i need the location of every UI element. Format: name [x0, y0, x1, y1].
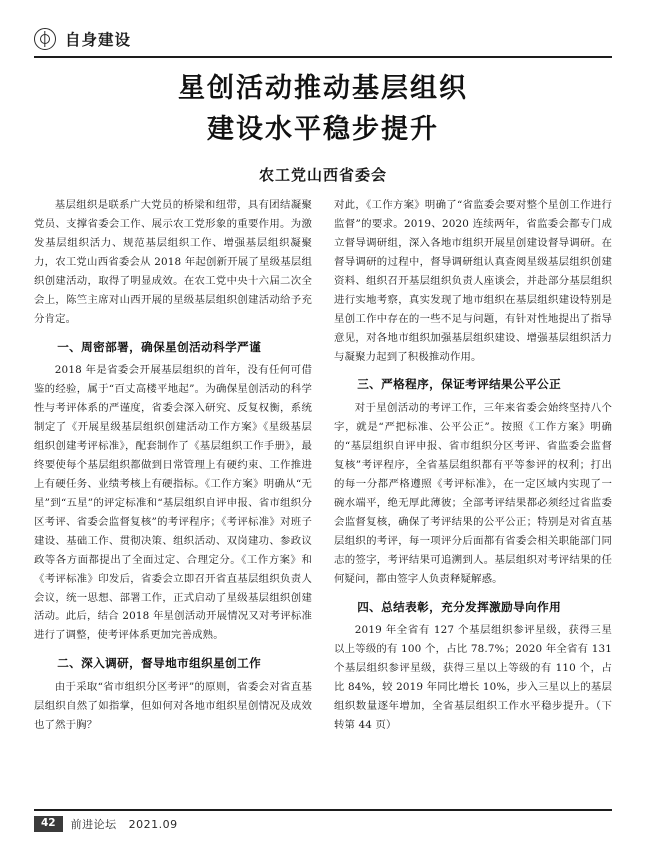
paragraph: 由于采取“省市组织分区考评”的原则，省委会对省直基层组织自然了如指掌，但如何对各地市组织星创情况及成效也了然于胸？: [34, 681, 312, 731]
page-footer: [34, 813, 612, 835]
paragraph: 2019 年全省有 127 个基层组织参评星级，获得三星以上等级的有 100 个，占比 78.7%；2020 年全省有 131 个基层组织参评星级，获得三星以上等级的有 110 个，占比 84%，较 2019 年同比增长 10%，步入三星以上的基层组织数量逐年增加，全省基层组织工作水平稳步提升。（下转第 44 页）: [334, 624, 612, 731]
paragraph: 对此，《工作方案》明确了“省监委会要对整个星创工作进行监督”的要求。2019、2020 连续两年，省监委会都专门成立督导调研组，深入各地市组织开展星创建设督导调研。在督导调研的过程中，督导调研组认真查阅星级基层组织创建资料、组织召开基层组织负责人座谈会，并赴部分基层组织进行实地考察，真实发现了地市组织在基层组织建设特别是星创工作中存在的一些不足与问题，有针对性地提出了指导意见，对各地市组织加强基层组织建设、增强基层组织活力与凝聚力起到了积极推动作用。: [334, 199, 612, 363]
article-body: [34, 196, 612, 810]
article-byline: 农工党山西省委会: [258, 166, 387, 185]
paragraph: 2018 年是省委会开展基层组织的首年，没有任何可借鉴的经验，属于“百丈高楼平地起”。为确保星创活动的科学性与考评体系的严谨度，省委会深入研究、反复权衡，系统制定了《开展星级基层组织创建活动工作方案》《星级基层组织创建考评标准》，配套制作了《基层组织工作手册》，最终要使每个基层组织都做到日常管理上有硬约束、工作推进上有硬任务、业绩考核上有硬指标。《工作方案》明确从“无星”到“五星”的评定标准和“基层组织自评申报、省市组织分区考评、省委会监督复核”的考评程序；《考评标准》对班子建设、基础工作、贯彻决策、组织活动、双岗建功、参政议政等各方面都提出了全面过定、合理定分。《工作方案》和《考评标准》印发后，省委会立即召开省直基层组织负责人会议，统一思想、部署工作，正式启动了星级基层组织创建活动。此后，结合 2018 年星创活动开展情况又对考评标准进行了调整，使考评体系更加完善成熟。: [34, 364, 312, 642]
section-heading: 四、总结表彰，充分发挥激励导向作用: [357, 599, 562, 614]
circle-emblem-icon: [34, 28, 56, 50]
section-label: 自身建设: [65, 31, 132, 49]
paragraph: 基层组织是联系广大党员的桥梁和纽带，具有团结凝聚党员、支撑省委会工作、展示农工党形象的重要作用。为激发基层组织活力、规范基层组织工作、增强基层组织凝聚力，农工党山西省委会从 2018 年起创新开展了星级基层组织创建活动，取得了明显成效。在农工党中央十六届二次全会上，陈竺主席对山西开展的星级基层组织创建活动给予充分肯定。: [34, 199, 312, 325]
issue-date: 2021.09: [128, 817, 178, 831]
section-heading: 一、周密部署，确保星创活动科学严谨: [57, 339, 262, 354]
article-title-line-2: 建设水平稳步提升: [207, 114, 439, 146]
page-header: [34, 22, 612, 56]
section-heading: 三、严格程序，保证考评结果公平公正: [357, 377, 562, 392]
article-title-line-1: 星创活动推动基层组织: [178, 73, 468, 104]
header-divider: [34, 56, 612, 58]
publication-name: 前进论坛: [70, 818, 117, 831]
page-number: 42: [34, 816, 63, 832]
column-left: [34, 196, 312, 810]
paragraph: 对于星创活动的考评工作，三年来省委会始终坚持八个字，就是“严把标准、公平公正”。按照《工作方案》明确的“基层组织自评申报、省市组织分区考评、省监委会监督复核”考评程序，全省基层组织都有平等参评的权利；打出的每一分都严格遵照《考评标准》，在一定区域内实现了一碗水端平，绝无厚此薄彼；全部考评结果都必须经过省监委会监督复核，确保了考评结果的公平公正；特别是对省直基层组织的考评，每一项评分后面都有省委会相关职能部门同志的签字，考评结果可追溯到人。基层组织对考评结果的任何疑问，都由签字人负责释疑解惑。: [334, 402, 612, 585]
title-block: [34, 68, 612, 185]
footer-divider: [34, 809, 612, 811]
section-heading: 二、深入调研，督导地市组织星创工作: [57, 656, 262, 671]
column-right: [334, 196, 612, 810]
